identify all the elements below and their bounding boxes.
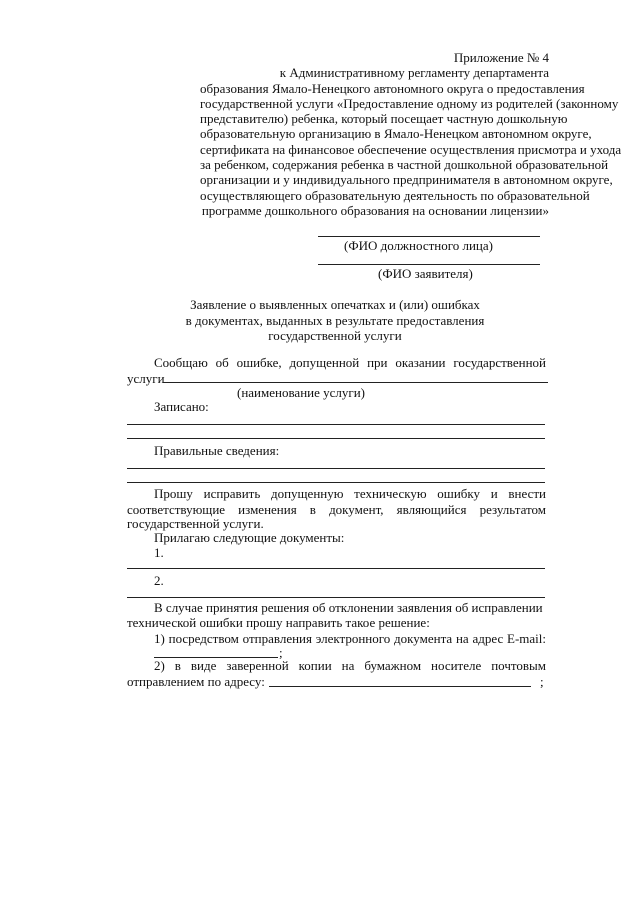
appendix-line: образовательную организацию в Ямало-Ненецком автономном округе,: [200, 126, 592, 142]
title-line: государственной услуги: [268, 328, 402, 343]
correct-info-label: Правильные сведения:: [154, 443, 280, 458]
service-name-caption: (наименование услуги): [237, 385, 366, 400]
appendix-title: Приложение № 4: [453, 50, 549, 65]
attachments-label: Прилагаю следующие документы:: [154, 530, 345, 545]
option-post-address-label: отправлением по адресу:: [127, 674, 265, 689]
attachment-line[interactable]: [127, 568, 545, 569]
written-field-line[interactable]: [127, 424, 545, 425]
appendix-line: государственной услуги «Предоставление одному из родителей (законному: [200, 95, 619, 111]
request-text: Прошу исправить допущенную техническую ошибку и внести: [154, 486, 546, 501]
attachment-line[interactable]: [127, 597, 545, 598]
applicant-name-line[interactable]: [318, 264, 540, 265]
appendix-line: программе дошкольного образования на основании лицензии»: [201, 202, 549, 218]
appendix-line: к Административному регламенту департамента: [279, 65, 549, 81]
attachment-item-number: 1.: [154, 545, 164, 560]
written-label: Записано:: [154, 399, 209, 414]
service-name-line[interactable]: [163, 382, 548, 383]
title-line: Заявление о выявленных опечатках и (или) ошибках: [190, 297, 480, 312]
appendix-line: представителю) ребенка, который посещает частную дошкольную: [200, 111, 568, 127]
appendix-line: образования Ямало-Ненецкого автономного округа о предоставления: [200, 80, 585, 96]
postal-address-line[interactable]: [269, 686, 531, 687]
applicant-name-caption: (ФИО заявителя): [378, 266, 473, 281]
option-email-end: ;: [279, 645, 283, 660]
option-post-text: 2) в виде заверенной копии на бумажном носителе почтовым: [154, 658, 546, 673]
written-field-line[interactable]: [127, 438, 545, 439]
application-title: [150, 297, 520, 344]
option-email-text: 1) посредством отправления электронного документа на адрес E-mail:: [154, 631, 546, 646]
correct-info-line[interactable]: [127, 482, 545, 483]
official-name-line[interactable]: [318, 236, 540, 237]
request-text: соответствующие изменения в документ, являющийся результатом: [127, 502, 546, 517]
appendix-line: за ребенком, содержания ребенка в частной дошкольной образовательной: [200, 157, 609, 173]
attachment-item-number: 2.: [154, 573, 164, 588]
correct-info-line[interactable]: [127, 468, 545, 469]
official-name-caption: (ФИО должностного лица): [344, 238, 493, 253]
option-post-end: ;: [540, 674, 544, 689]
report-text: Сообщаю об ошибке, допущенной при оказании государственной: [154, 355, 546, 370]
decision-text: технической ошибки прошу направить такое решение:: [127, 615, 430, 630]
request-text: государственной услуги.: [127, 516, 264, 531]
report-text-service: услуги: [127, 371, 165, 386]
decision-text: В случае принятия решения об отклонении заявления об исправлении: [154, 600, 543, 615]
appendix-line: организации и у индивидуального предпринимателя в автономном округе,: [200, 172, 613, 188]
appendix-line: осуществляющего образовательную деятельность по образовательной: [200, 187, 590, 203]
appendix-line: сертификата на финансовое обеспечение осуществления присмотра и ухода: [200, 141, 622, 157]
appendix-header: [200, 50, 622, 218]
title-line: в документах, выданных в результате предоставления: [185, 312, 485, 328]
